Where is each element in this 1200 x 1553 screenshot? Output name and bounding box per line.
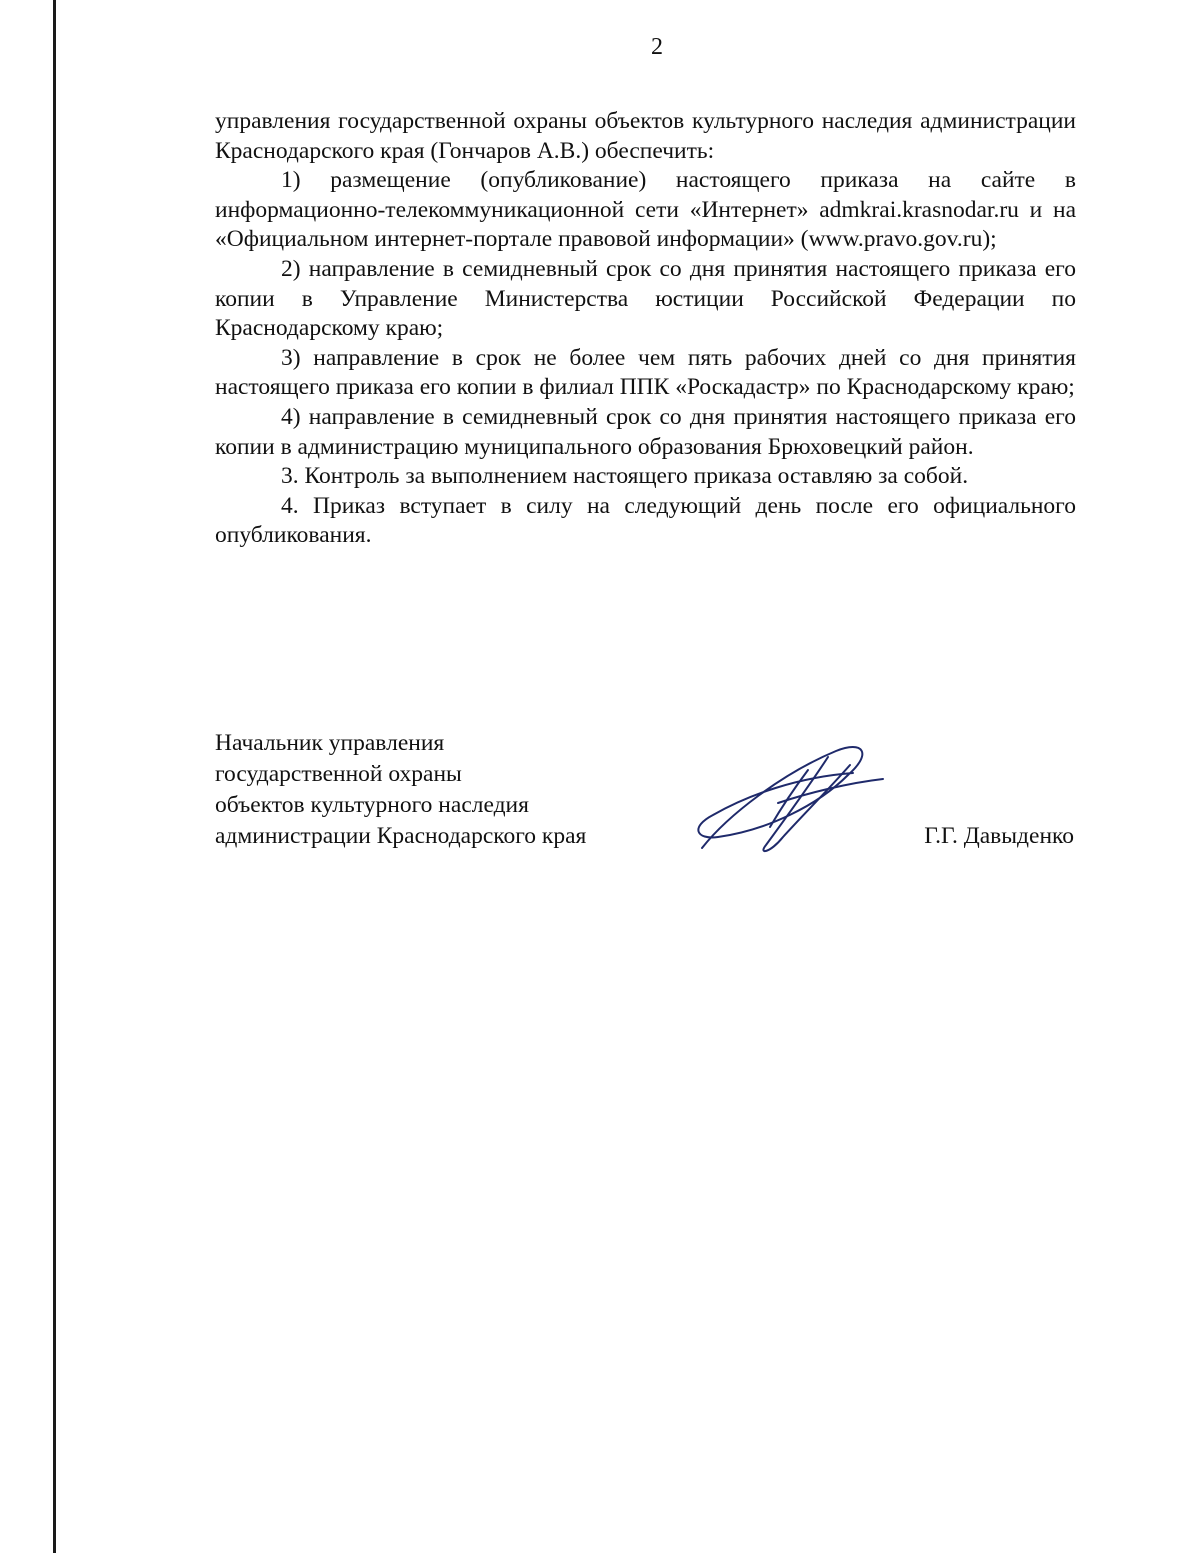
paragraph-intro: управления государственной охраны объектов культурного наследия администрации Краснодарского края (Гончаров А.В.) обеспечить:: [215, 108, 1076, 164]
signature-block: [215, 728, 1076, 852]
signer-name: Г.Г. Давыденко: [924, 823, 1074, 849]
document-body: [215, 107, 1076, 551]
paragraph-clause-3: 3. Контроль за выполнением настоящего приказа оставляю за собой.: [281, 463, 969, 490]
position-line: объектов культурного наследия: [215, 792, 529, 818]
page-number: 2: [651, 34, 663, 60]
handwritten-signature: [688, 735, 888, 860]
paragraph-item-1: 1) размещение (опубликование) настоящего приказа на сайте в информационно-телекоммуникационной сети «Интернет» admkrai.krasnodar.ru и на «Официальном интернет-портале правовой информации» (www.pravo.gov.ru);: [215, 167, 1076, 253]
paragraph-item-4: 4) направление в семидневный срок со дня принятия настоящего приказа его копии в администрацию муниципального образования Брюховецкий район.: [215, 403, 1076, 460]
position-line: Начальник управления: [215, 730, 445, 756]
paragraph-item-3: 3) направление в срок не более чем пять рабочих дней со дня принятия настоящего приказа его копии в филиал ППК «Роскадастр» по Краснодарскому краю;: [215, 344, 1076, 401]
position-line: государственной охраны: [215, 761, 462, 787]
paragraph-clause-4: 4. Приказ вступает в силу на следующий день после его официального опубликования.: [215, 492, 1076, 549]
position-line: администрации Краснодарского края: [215, 823, 587, 849]
paragraph-item-2: 2) направление в семидневный срок со дня принятия настоящего приказа его копии в Управление Министерства юстиции Российской Федерации по Краснодарскому краю;: [215, 255, 1076, 342]
page-left-border: [0, 0, 56, 1553]
